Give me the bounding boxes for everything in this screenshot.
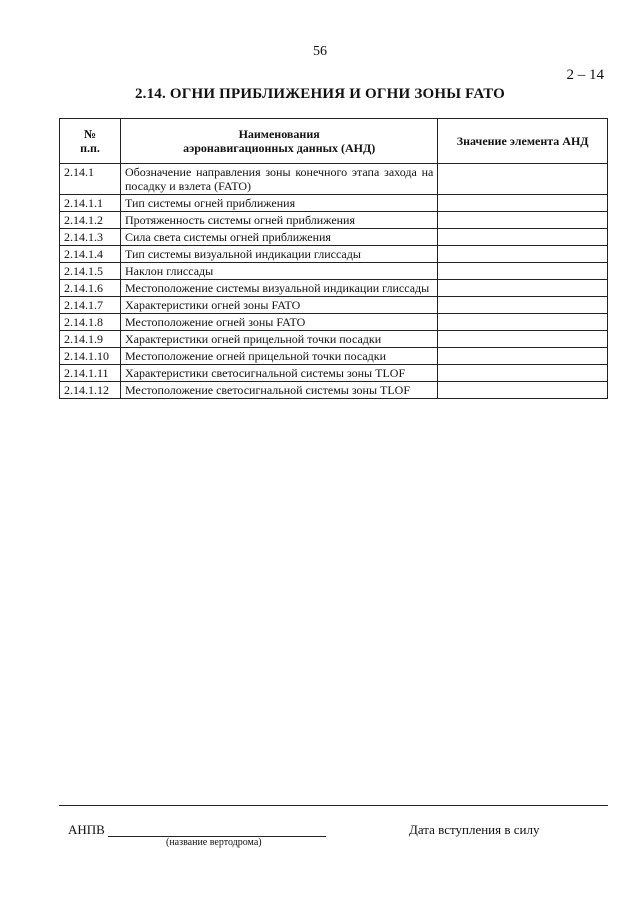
header-number-line2: п.п. — [80, 141, 100, 155]
header-value: Значение элемента АНД — [438, 119, 608, 164]
row-name: Сила света системы огней приближения — [120, 229, 437, 246]
row-number: 2.14.1.9 — [60, 331, 121, 348]
table-row — [60, 365, 608, 382]
row-number: 2.14.1.11 — [60, 365, 121, 382]
row-number: 2.14.1.3 — [60, 229, 121, 246]
header-number — [60, 119, 121, 164]
row-value — [438, 246, 608, 263]
row-number: 2.14.1.12 — [60, 382, 121, 399]
header-name-line2: аэронавигационных данных (АНД) — [183, 141, 376, 155]
row-number: 2.14.1.7 — [60, 297, 121, 314]
table-row — [60, 164, 608, 195]
row-name: Тип системы визуальной индикации глиссады — [120, 246, 437, 263]
row-number: 2.14.1.2 — [60, 212, 121, 229]
table-row — [60, 212, 608, 229]
row-value — [438, 348, 608, 365]
row-name: Характеристики светосигнальной системы зоны TLOF — [120, 365, 437, 382]
row-number: 2.14.1.4 — [60, 246, 121, 263]
table-row — [60, 263, 608, 280]
row-number: 2.14.1.8 — [60, 314, 121, 331]
row-number: 2.14.1.10 — [60, 348, 121, 365]
row-name: Характеристики огней прицельной точки посадки — [120, 331, 437, 348]
footer-divider — [59, 805, 608, 806]
row-value — [438, 280, 608, 297]
table-row — [60, 314, 608, 331]
table-row — [60, 331, 608, 348]
anpv-label: АНПВ — [68, 822, 105, 837]
row-value — [438, 164, 608, 195]
row-name: Характеристики огней зоны FATO — [120, 297, 437, 314]
table-row — [60, 195, 608, 212]
row-value — [438, 365, 608, 382]
row-name: Местоположение огней зоны FATO — [120, 314, 437, 331]
row-number: 2.14.1.6 — [60, 280, 121, 297]
row-name: Обозначение направления зоны конечного этапа захода на посадку и взлета (FATO) — [120, 164, 437, 195]
table-row — [60, 246, 608, 263]
row-value — [438, 382, 608, 399]
row-number: 2.14.1.5 — [60, 263, 121, 280]
page-title: 2.14. ОГНИ ПРИБЛИЖЕНИЯ И ОГНИ ЗОНЫ FATO — [134, 86, 506, 102]
page-number: 56 — [313, 44, 327, 59]
section-code: 2 – 14 — [566, 67, 604, 83]
row-name: Местоположение огней прицельной точки посадки — [120, 348, 437, 365]
row-number: 2.14.1 — [60, 164, 121, 195]
heliport-name-caption: (название вертодрома) — [166, 837, 262, 848]
row-value — [438, 297, 608, 314]
row-name: Местоположение светосигнальной системы зоны TLOF — [120, 382, 437, 399]
row-value — [438, 314, 608, 331]
table-row — [60, 382, 608, 399]
table-row — [60, 280, 608, 297]
row-value — [438, 263, 608, 280]
row-name: Протяженность системы огней приближения — [120, 212, 437, 229]
header-name-line1: Наименования — [238, 127, 320, 141]
row-value — [438, 331, 608, 348]
row-name: Тип системы огней приближения — [120, 195, 437, 212]
row-value — [438, 212, 608, 229]
row-number: 2.14.1.1 — [60, 195, 121, 212]
row-name: Местоположение системы визуальной индикации глиссады — [120, 280, 437, 297]
effective-date-label: Дата вступления в силу — [409, 822, 540, 837]
table-row — [60, 229, 608, 246]
header-number-line1: № — [83, 127, 97, 141]
table-header-row — [60, 119, 608, 164]
table-row — [60, 348, 608, 365]
header-name — [120, 119, 437, 164]
aeronautical-data-table — [59, 118, 608, 399]
row-value — [438, 229, 608, 246]
row-value — [438, 195, 608, 212]
row-name: Наклон глиссады — [120, 263, 437, 280]
table-row — [60, 297, 608, 314]
